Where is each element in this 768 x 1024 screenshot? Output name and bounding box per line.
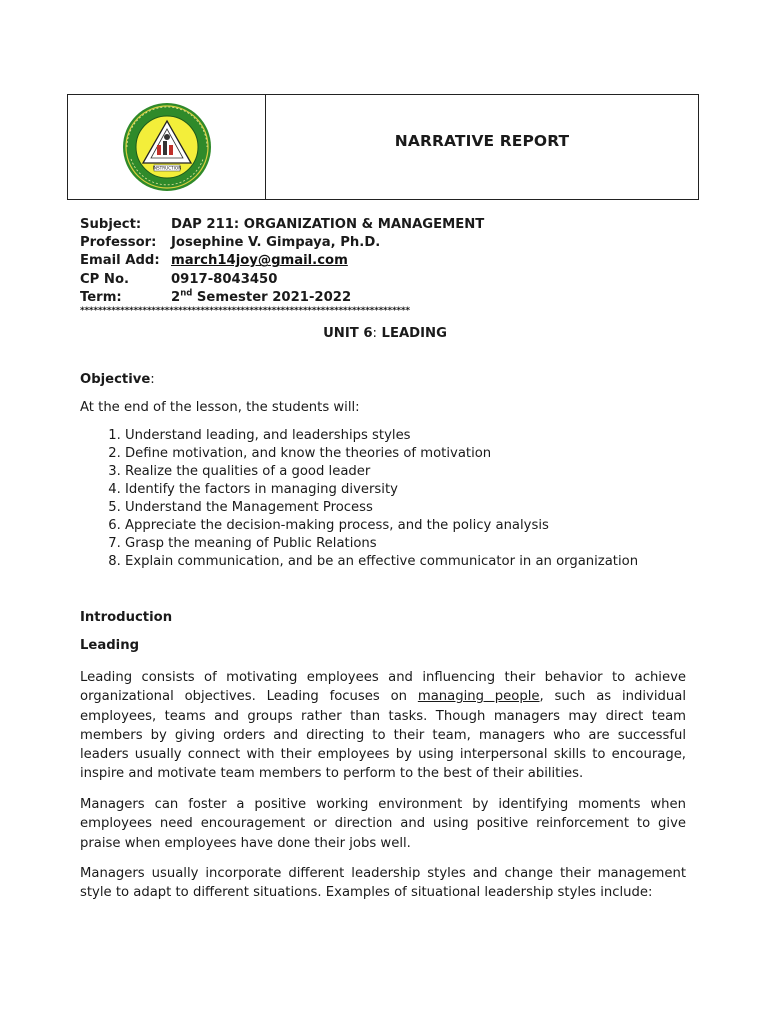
objective-item: 2. Define motivation, and know the theories of motivation	[125, 445, 638, 463]
star-separator: **************************************************************************	[80, 306, 410, 316]
objective-lead-in: At the end of the lesson, the students will:	[80, 400, 360, 415]
logo-text: INSTRUCTION	[152, 165, 181, 171]
objective-item: 4. Identify the factors in managing diversity	[125, 481, 638, 499]
university-seal-icon	[121, 101, 213, 193]
term-rest: Semester 2021-2022	[192, 289, 352, 305]
email-label: Email Add:	[80, 253, 160, 269]
objective-heading	[80, 372, 686, 387]
managing-people-link[interactable]: managing people	[417, 689, 540, 705]
term-number: 2	[171, 289, 181, 305]
term-ordinal: nd	[180, 288, 193, 299]
objective-item: 6. Appreciate the decision-making process, and the policy analysis	[125, 517, 638, 535]
professor-label: Professor:	[80, 235, 157, 251]
email-row	[80, 252, 484, 270]
cp-label: CP No.	[80, 271, 130, 287]
title-cell	[266, 95, 698, 199]
cp-value: 0917-8043450	[171, 271, 278, 287]
objective-item: 5. Understand the Management Process	[125, 499, 638, 517]
subject-label: Subject:	[80, 217, 142, 232]
objectives-list	[80, 427, 638, 571]
leading-subheading: Leading	[80, 638, 140, 653]
leading-paragraph-3: Managers usually incorporate different leadership styles and change their management style to adapt to different situations. Examples of situational leadership styles include:	[80, 866, 686, 901]
professor-value: Josephine V. Gimpaya, Ph.D.	[171, 235, 381, 251]
objective-item: 3. Realize the qualities of a good leader	[125, 463, 638, 481]
header-table	[67, 94, 699, 200]
unit-prefix: UNIT 6	[323, 326, 373, 341]
leading-paragraph-1	[80, 668, 686, 784]
logo-cell	[68, 95, 266, 199]
subject-value: DAP 211: ORGANIZATION & MANAGEMENT	[171, 217, 485, 232]
professor-row	[80, 234, 484, 252]
info-block	[80, 216, 484, 307]
unit-colon: :	[372, 326, 377, 341]
term-value	[171, 289, 351, 307]
subject-row	[80, 216, 484, 234]
objective-item: 1. Understand leading, and leaderships styles	[125, 427, 638, 445]
unit-title	[0, 326, 768, 341]
objective-colon: :	[150, 372, 155, 387]
p1-before: Leading consists of motivating employees and influencing their behavior to achieve organizational objectives. Leading focuses on	[80, 670, 686, 705]
email-link[interactable]: march14joy@gmail.com	[171, 253, 348, 269]
term-label: Term:	[80, 289, 122, 305]
unit-name: LEADING	[376, 326, 447, 341]
p1-after: , such as individual employees, teams and groups rather than tasks. Though managers may direct team members by giving orders and directing to their team, managers who are successful leaders usually connect with their employees by using interpersonal skills to encourage, inspire and motivate team members to perform to the best of their abilities.	[80, 689, 686, 782]
introduction-heading: Introduction	[80, 610, 173, 625]
report-title: NARRATIVE REPORT	[394, 132, 570, 150]
cp-row	[80, 271, 484, 289]
objective-heading-text: Objective	[80, 372, 151, 387]
objective-item: 7. Grasp the meaning of Public Relations	[125, 535, 638, 553]
objective-item: 8. Explain communication, and be an effective communicator in an organization	[125, 553, 638, 571]
leading-paragraph-2: Managers can foster a positive working environment by identifying moments when employees need encouragement or direction and using positive reinforcement to give praise when employees have done their jobs well.	[80, 797, 686, 851]
term-row	[80, 289, 484, 307]
